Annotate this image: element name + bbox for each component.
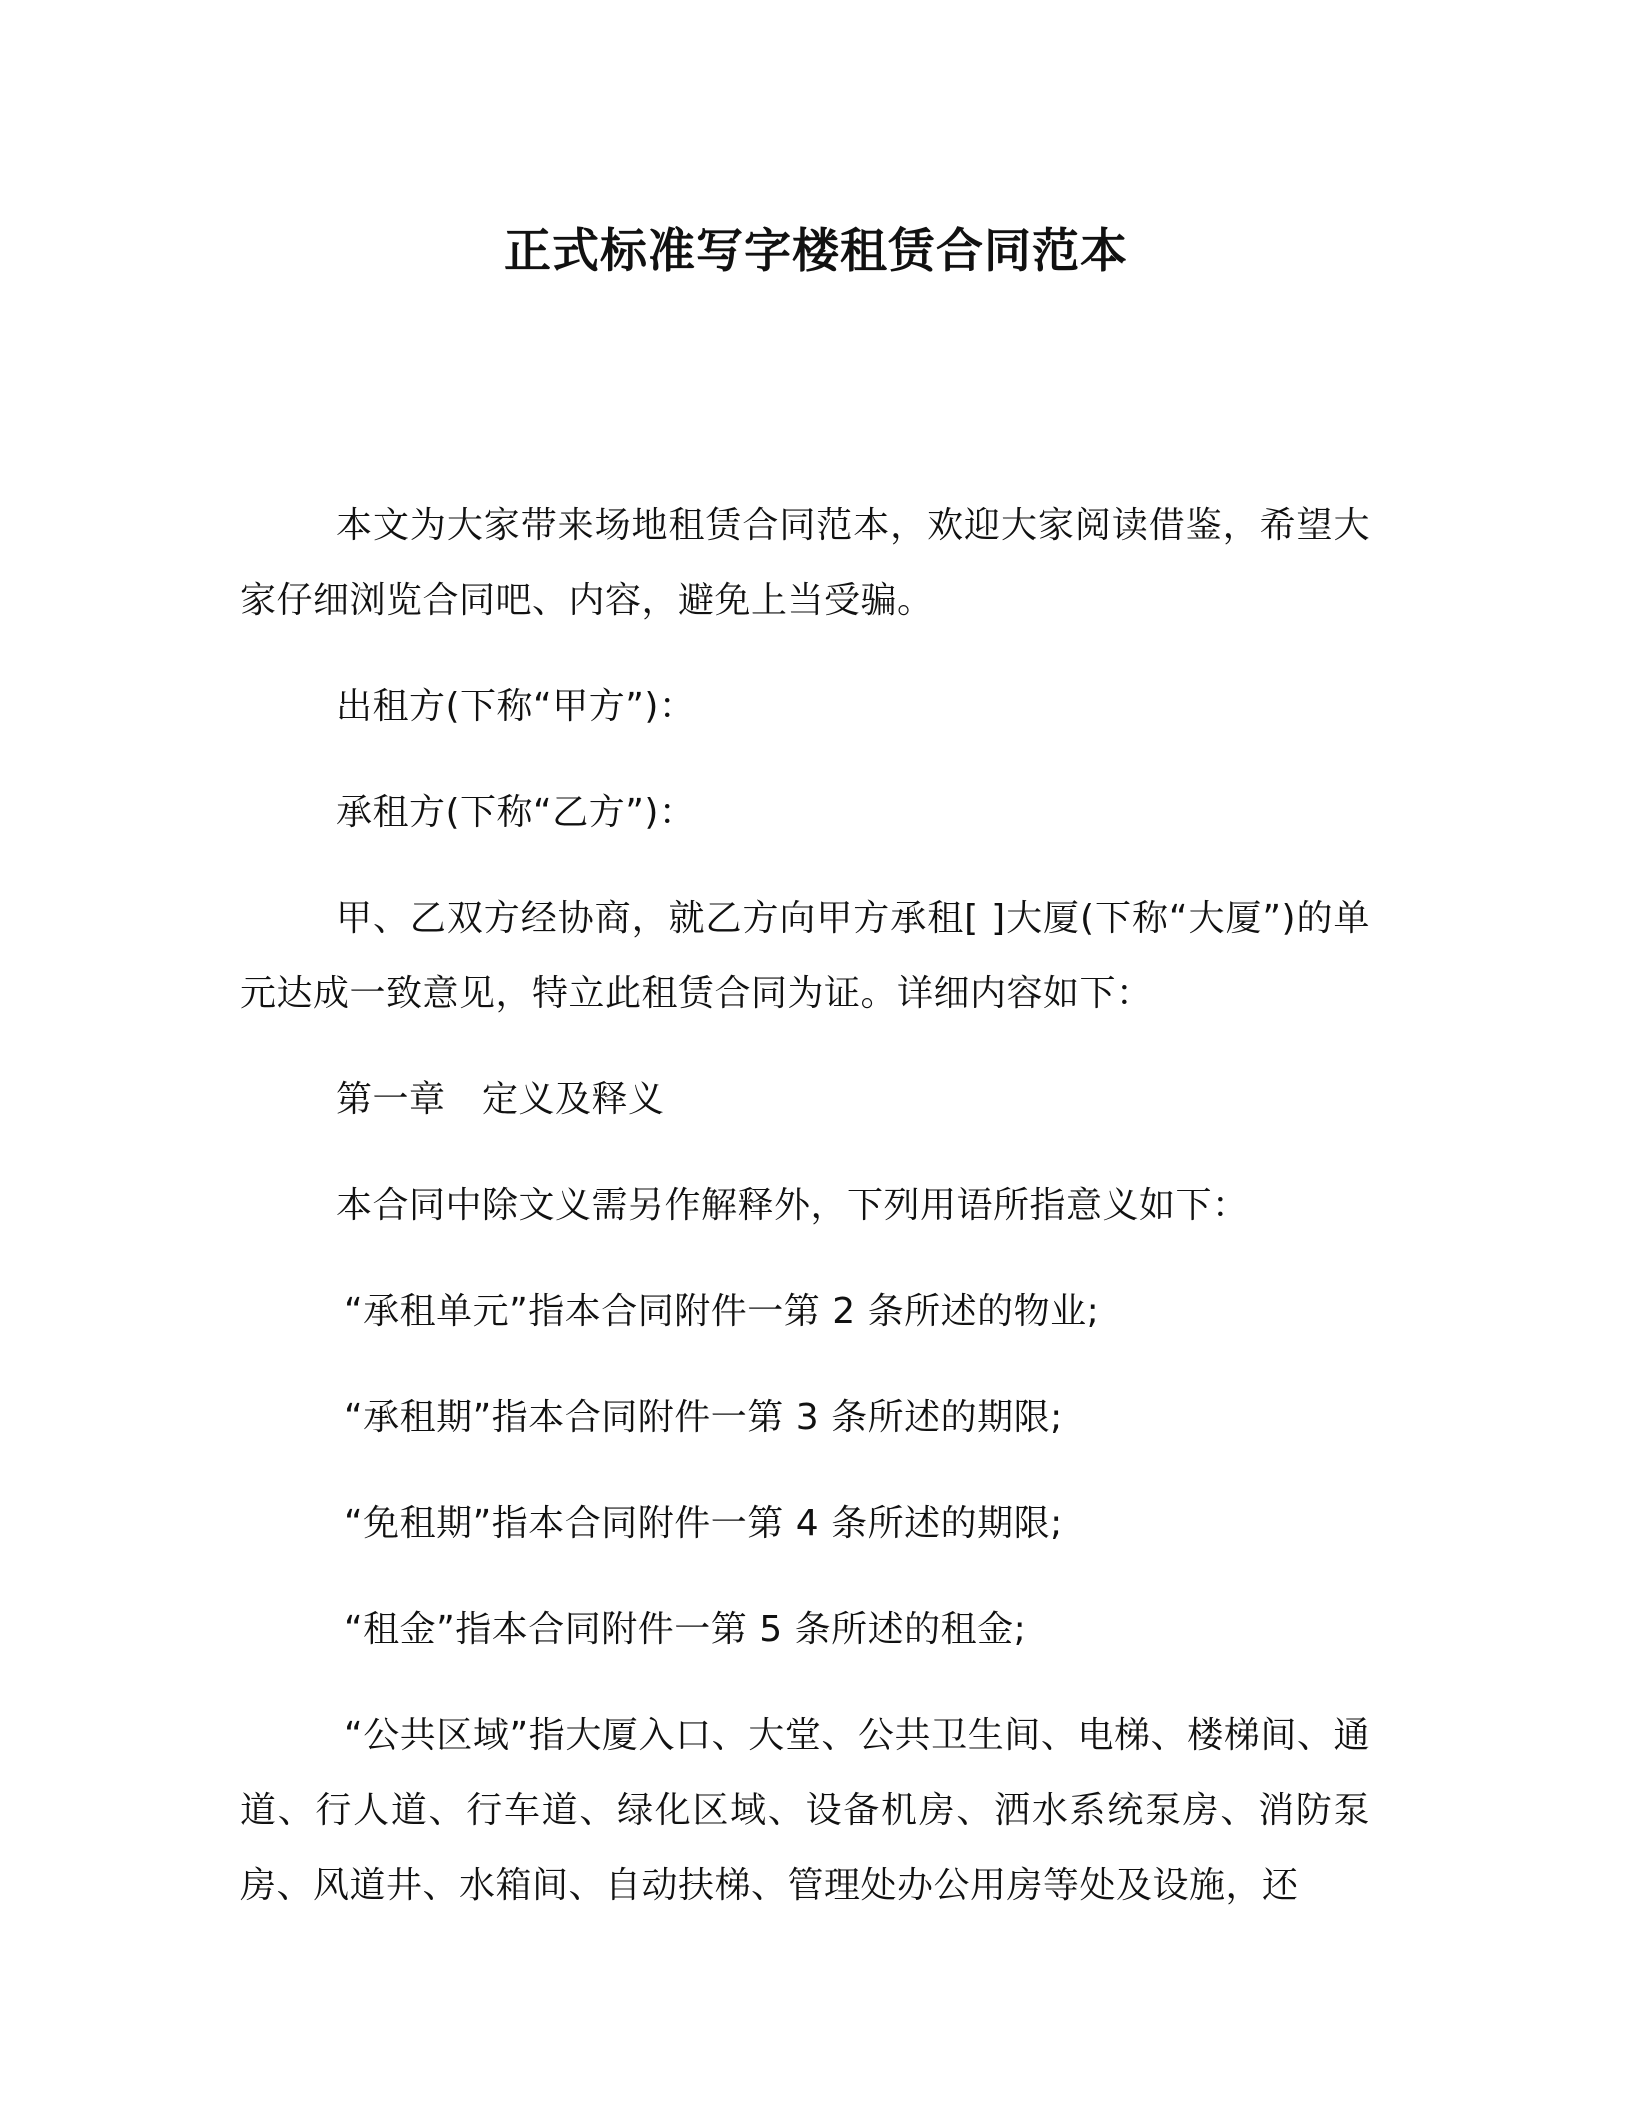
lessee-line: 承租方(下称“乙方”)： bbox=[336, 792, 696, 833]
document-title: 正式标准写字楼租赁合同范本 bbox=[504, 224, 1128, 279]
definition-item: “承租单元”指本合同附件一第 2 条所述的物业; bbox=[344, 1291, 1100, 1332]
intro-paragraph: 本文为大家带来场地租赁合同范本，欢迎大家阅读借鉴，希望大家仔细浏览合同吧、内容，避免上当受骗。 bbox=[240, 505, 1370, 621]
definition-item: “租金”指本合同附件一第 5 条所述的租金; bbox=[344, 1609, 1027, 1650]
lessor-line: 出租方(下称“甲方”)： bbox=[336, 686, 696, 727]
document-body bbox=[240, 488, 1370, 1954]
chapter-heading: 第一章 定义及释义 bbox=[336, 1079, 665, 1120]
agreement-paragraph: 甲、乙双方经协商，就乙方向甲方承租[ ]大厦(下称“大厦”)的单元达成一致意见，特立此租赁合同为证。详细内容如下： bbox=[240, 898, 1370, 1014]
definition-item: “承租期”指本合同附件一第 3 条所述的期限; bbox=[344, 1397, 1063, 1438]
definitions-intro: 本合同中除文义需另作解释外，下列用语所指意义如下： bbox=[336, 1185, 1249, 1226]
definition-item: “公共区域”指大厦入口、大堂、公共卫生间、电梯、楼梯间、通道、行人道、行车道、绿化区域、设备机房、洒水系统泵房、消防泵房、风道井、水箱间、自动扶梯、管理处办公用房等处及设施，还 bbox=[240, 1715, 1370, 1906]
definition-item: “免租期”指本合同附件一第 4 条所述的期限; bbox=[344, 1503, 1063, 1544]
